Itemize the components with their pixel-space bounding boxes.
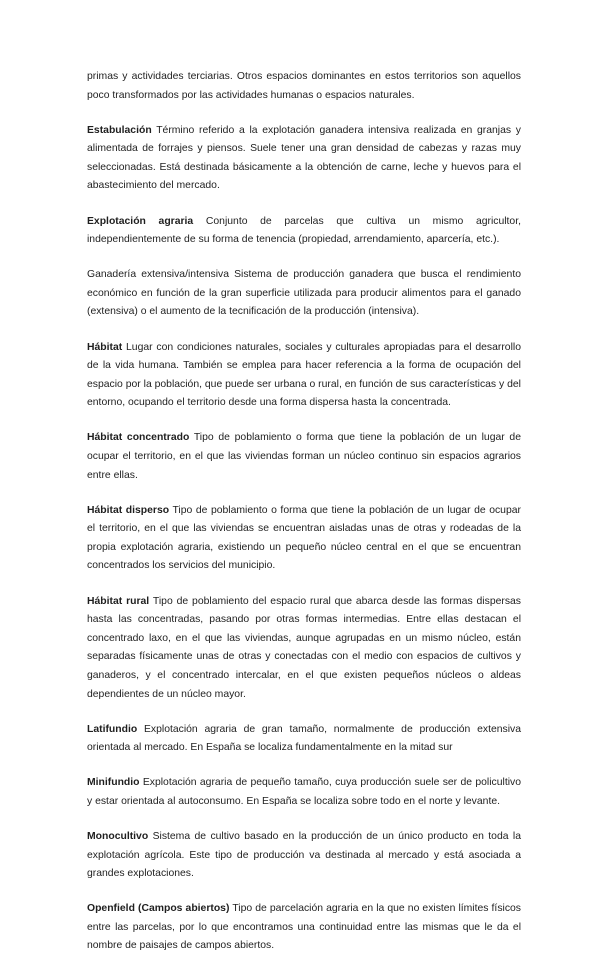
glossary-entry-habitat-concentrado xyxy=(87,429,521,485)
entry-term: Hábitat disperso xyxy=(87,504,170,516)
entry-definition: Explotación agraria de pequeño tamaño, cuya producción suele ser de policultivo y estar orientada al autoconsumo. En España se localiza sobre todo en el norte y levante. xyxy=(87,777,521,807)
entry-term: Hábitat rural xyxy=(87,595,150,607)
glossary-entry-monocultivo xyxy=(87,828,521,884)
entry-term: Minifundio xyxy=(87,777,140,789)
entry-definition: Conjunto de parcelas que cultiva un mismo agricultor, independientemente de su forma de tenencia (propiedad, arrendamiento, aparcería, etc.). xyxy=(87,215,521,246)
entry-term: Estabulación xyxy=(87,124,152,136)
entry-definition: Explotación agraria de gran tamaño, normalmente de producción extensiva orientada al mercado. En España se localiza fundamentalmente en la mitad sur xyxy=(87,723,521,754)
glossary-entry-latifundio xyxy=(87,721,521,758)
entry-definition: Tipo de parcelación agraria en la que no existen límites físicos entre las parcelas, por lo que encontramos una continuidad entre las mismas que le da el nombre de paisajes de campos abiertos. xyxy=(87,903,521,952)
entry-definition: Término referido a la explotación ganadera intensiva realizada en granjas y alimentada de forrajes y piensos. Suele tener una gran densidad de cabezas y razas muy seleccionadas. Está destinada básicamente a la obtención de carne, leche y huevos para el abastecimiento del mercado. xyxy=(87,124,521,192)
entry-term: Hábitat concentrado xyxy=(87,432,190,444)
intro-paragraph: primas y actividades terciarias. Otros espacios dominantes en estos territorios son aquellos poco transformados por las actividades humanas o espacios naturales. xyxy=(87,71,521,101)
entry-term: Hábitat xyxy=(87,341,123,353)
glossary-entry-openfield xyxy=(87,900,521,956)
entry-term: Explotación agraria xyxy=(87,215,194,227)
glossary-entry-minifundio xyxy=(87,774,521,811)
glossary-entry-habitat xyxy=(87,339,521,413)
glossary-entry-habitat-rural xyxy=(87,593,521,705)
entry-term: Monocultivo xyxy=(87,831,149,842)
entry-term: Latifundio xyxy=(87,723,138,735)
entry-definition: Tipo de poblamiento o forma que tiene la población de un lugar de ocupar el territorio, en el que las viviendas se encuentran aisladas unas de otras y rodeadas de la propia explotación agraria, existiendo un pequeño núcleo central en el que se encuentran concentrados los servicios del municipio. xyxy=(87,504,521,572)
entry-definition: Ganadería extensiva/intensiva Sistema de producción ganadera que busca el rendimiento económico en función de la gran superficie utilizada para producir alimentos para el ganado (extensiva) o el aumento de la tecnificación de la producción (intensiva). xyxy=(87,269,521,318)
entry-definition: Lugar con condiciones naturales, sociales y culturales apropiadas para el desarrollo de la vida humana. También se emplea para hacer referencia a la forma de ocupación del espacio por la población, que puede ser urbana o rural, en función de sus características y del entorno, ocupando el territorio desde una forma dispersa hasta la concentrada. xyxy=(87,341,521,409)
glossary-entry-explotacion-agraria xyxy=(87,213,521,250)
entry-term: Openfield (Campos abiertos) xyxy=(87,903,230,915)
glossary-entry-estabulacion xyxy=(87,122,521,196)
entry-definition: Tipo de poblamiento del espacio rural que abarca desde las formas dispersas hasta las concentradas, pasando por otras formas intermedias. Entre ellas destacan el concentrado laxo, en el que las viviendas, aunque agrupadas en un mismo núcleo, están separadas físicamente unas de otras y conectadas con el medio con espacios de cultivos y ganaderos, y el concentrado intercalar, en el que existen pequeños núcleos o aldeas dependientes de un núcleo mayor. xyxy=(87,595,522,700)
glossary-entry-ganaderia xyxy=(87,266,521,322)
glossary-entry-habitat-disperso xyxy=(87,502,521,576)
entry-definition: Sistema de cultivo basado en la producción de un único producto en toda la explotación agrícola. Este tipo de producción va destinada al mercado y está asociada a grandes explotaciones. xyxy=(87,831,521,880)
entry-definition: Tipo de poblamiento o forma que tiene la población de un lugar de ocupar el territorio, en el que las viviendas forman un núcleo continuo sin espacios agrarios entre ellas. xyxy=(87,432,521,481)
